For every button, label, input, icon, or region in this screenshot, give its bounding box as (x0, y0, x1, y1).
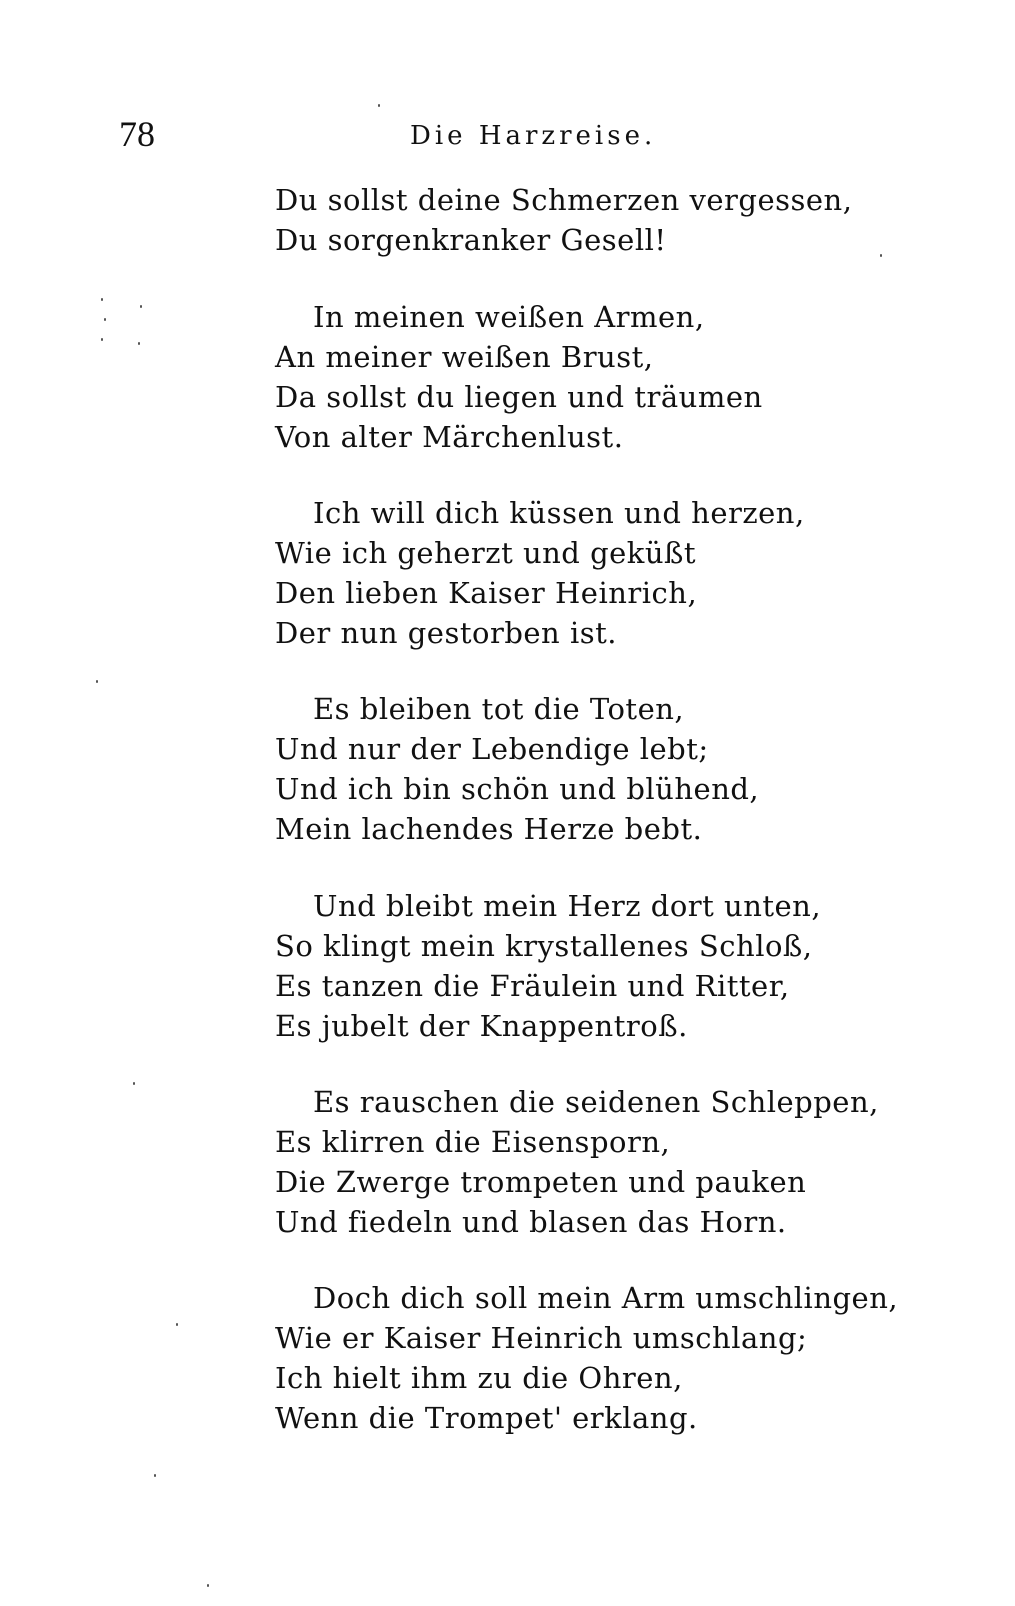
scan-speck (140, 305, 142, 308)
poem-line: So klingt mein krystallenes Schloß, (275, 929, 813, 963)
page-number: 78 (119, 114, 155, 154)
poem-line: Den lieben Kaiser Heinrich, (275, 576, 698, 610)
scan-speck (101, 298, 103, 301)
poem-line: Es tanzen die Fräulein und Ritter, (275, 969, 790, 1003)
poem-line: Es klirren die Eisensporn, (275, 1125, 671, 1159)
poem-line: Doch dich soll mein Arm umschlingen, (313, 1281, 899, 1315)
poem-line: In meinen weißen Armen, (313, 300, 705, 334)
poem-line: Es jubelt der Knappentroß. (275, 1009, 688, 1043)
poem-line: Und fiedeln und blasen das Horn. (275, 1205, 787, 1239)
scan-speck (154, 1474, 156, 1477)
poem-line: Da sollst du liegen und träumen (275, 380, 763, 414)
scan-speck (378, 104, 380, 107)
poem-line: Die Zwerge trompeten und pauken (275, 1165, 807, 1199)
poem-line: An meiner weißen Brust, (275, 340, 654, 374)
poem-line: Wie er Kaiser Heinrich umschlang; (275, 1321, 808, 1355)
scan-speck (101, 338, 103, 341)
poem-line: Ich will dich küssen und herzen, (313, 496, 805, 530)
running-head: Die Harzreise. (410, 121, 657, 151)
scan-speck (880, 254, 882, 257)
scan-speck (133, 1082, 135, 1085)
poem-line: Du sorgenkranker Gesell! (275, 223, 667, 257)
poem-line: Du sollst deine Schmerzen vergessen, (275, 183, 853, 217)
poem-line: Wenn die Trompet' erklang. (275, 1401, 698, 1435)
scan-speck (207, 1584, 209, 1587)
poem-line: Von alter Märchenlust. (275, 420, 624, 454)
poem-line: Mein lachendes Herze bebt. (275, 812, 703, 846)
scan-speck (176, 1323, 178, 1326)
poem-line: Und bleibt mein Herz dort unten, (313, 889, 822, 923)
scan-speck (96, 680, 98, 683)
poem-line: Ich hielt ihm zu die Ohren, (275, 1361, 683, 1395)
scan-speck (138, 342, 140, 345)
scan-speck (104, 318, 106, 321)
poem-line: Und ich bin schön und blühend, (275, 772, 760, 806)
poem-line: Und nur der Lebendige lebt; (275, 732, 709, 766)
poem-line: Es bleiben tot die Toten, (313, 692, 685, 726)
poem-line: Der nun gestorben ist. (275, 616, 617, 650)
poem-line: Es rauschen die seidenen Schleppen, (313, 1085, 879, 1119)
poem-line: Wie ich geherzt und geküßt (275, 536, 697, 570)
